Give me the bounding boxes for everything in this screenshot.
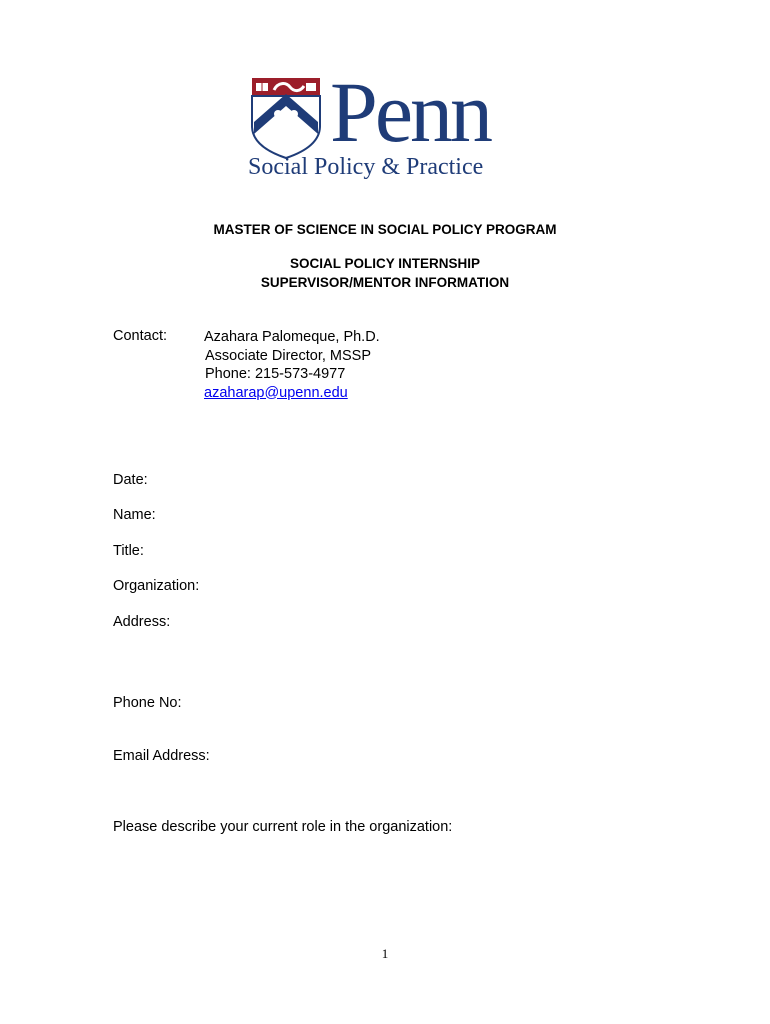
address-label: Address:	[113, 614, 171, 630]
phone-label: Phone No:	[113, 695, 182, 711]
logo-wordmark	[330, 66, 530, 158]
contact-label: Contact:	[113, 328, 167, 344]
form-title-line-2: SUPERVISOR/MENTOR INFORMATION	[260, 275, 510, 290]
logo-subtitle	[248, 154, 538, 181]
logo-subtitle-text: Social Policy & Practice	[248, 154, 484, 180]
form-title-line-1: SOCIAL POLICY INTERNSHIP	[289, 256, 481, 271]
email-address-label: Email Address:	[113, 748, 210, 764]
logo-wordmark-text: Penn	[330, 64, 490, 160]
title-label: Title:	[113, 543, 144, 559]
page-number: 1	[381, 946, 389, 961]
role-prompt: Please describe your current role in the organization:	[113, 819, 453, 835]
program-heading: MASTER OF SCIENCE IN SOCIAL POLICY PROGRAM	[213, 222, 557, 237]
date-label: Date:	[113, 472, 148, 488]
contact-name: Azahara Palomeque, Ph.D.	[204, 329, 380, 345]
contact-block	[204, 328, 380, 402]
contact-phone: Phone: 215-573-4977	[205, 366, 346, 382]
organization-label: Organization:	[113, 578, 200, 594]
contact-email-link[interactable]: azaharap@upenn.edu	[204, 384, 348, 401]
name-label: Name:	[113, 507, 156, 523]
contact-role: Associate Director, MSSP	[205, 347, 371, 364]
